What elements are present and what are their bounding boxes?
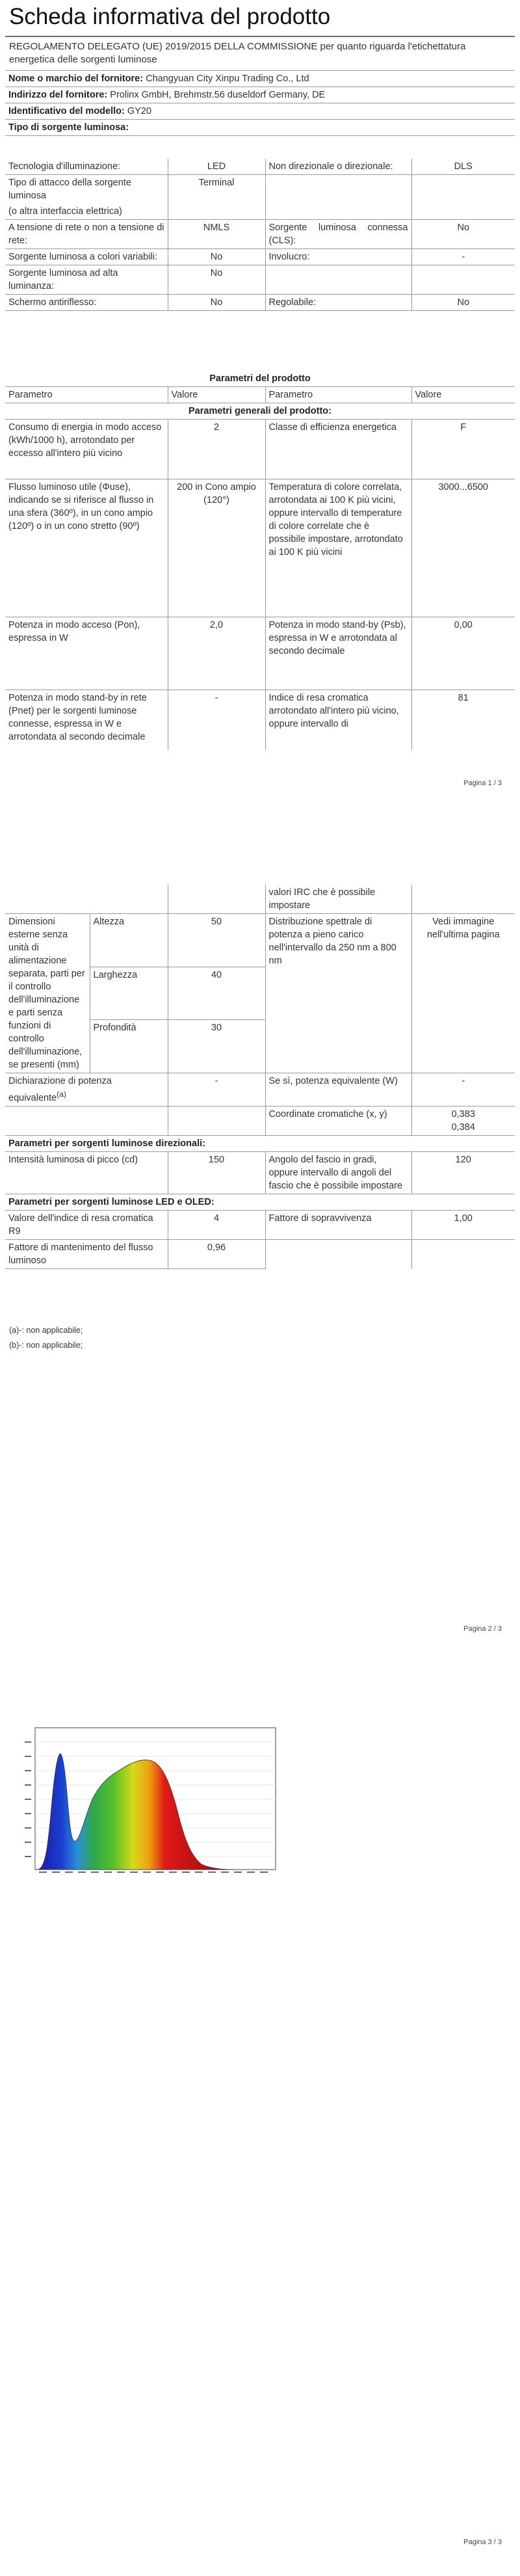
r9-value: 4 [168,1210,265,1239]
dim-label: Regolabile: [265,295,411,311]
envelope-label: Involucro: [265,249,411,265]
hl-value: No [168,265,265,295]
class-label: Classe di efficienza energetica [265,420,411,479]
supplier-name-row [5,71,515,87]
survival-label: Fattore di sopravvivenza [265,1210,411,1239]
flux-label: Flusso luminoso utile (Φuse), indicando se si riferisce al flusso in una sfera (360º), in un cono ampio (120º) o in un cono stretto (90º) [5,479,168,617]
cct-label: Temperatura di colore correlata, arrotondata ai 100 K più vicini, oppure intervallo di temperature di colore correlate che è possibile impostare, arrotondato ai 100 K più vicini [265,479,411,617]
spectral-distribution-graph [9,1723,282,1890]
source-type-heading-row [5,120,515,136]
row-params-heading [5,371,515,387]
glare-label: Schermo antiriflesso: [5,295,168,311]
regulation-text: REGOLAMENTO DELEGATO (UE) 2019/2015 DELLA COMMISSIONE per quanto riguarda l'etichettatura energetica delle sorgenti luminose [9,41,466,65]
supplier-address-row [5,87,515,103]
spd-value: Vedi immagine nell'ultima pagina [411,914,515,1073]
standby-value: 0,00 [411,617,515,690]
supplier-name-label: Nome o marchio del fornitore: [8,74,144,84]
supplier-address-value: Prolinx GmbH, Brehmstr.56 duseldorf Germany, DE [110,90,326,100]
height-label: Altezza [90,914,168,967]
claim-sup: (a) [57,1090,66,1099]
standby-label: Potenza in modo stand-by (Psb), espressa in W e arrotondata al secondo decimale [265,617,411,690]
row-lumen [5,1239,515,1268]
supplier-name-value: Changyuan City Xinpu Trading Co., Ltd [146,74,309,84]
product-params-table [5,371,515,750]
row-flux [5,479,515,617]
directional-heading: Parametri per sorgenti luminose direzionali: [5,1135,515,1151]
col-value-2: Valore [411,387,515,403]
row-col-headers [5,387,515,403]
chroma-values [411,1106,515,1135]
cct-value: 3000...6500 [411,479,515,617]
page-number-3: Pagina 3 / 3 [463,2538,502,2546]
row-on-mode [5,617,515,690]
beam-label: Angolo del fascio in gradi, oppure intervallo di angoli del fascio che è possibile impostare [265,1151,411,1194]
row-led-heading [5,1194,515,1210]
chroma-label: Coordinate cromatiche (x, y) [265,1106,411,1135]
model-value: GY20 [127,106,151,116]
col-param-1: Parametro [5,387,168,403]
depth-value: 30 [168,1020,265,1073]
row-technology [5,159,515,175]
row-colour [5,249,515,265]
claim-label [5,1073,168,1107]
r9-label: Valore dell'indice di resa cromatica R9 [5,1210,168,1239]
width-value: 40 [168,967,265,1020]
energy-value: 2 [168,420,265,479]
nondir-value: DLS [411,159,515,175]
supplier-address-label: Indirizzo del fornitore: [8,90,108,100]
row-directional-heading [5,1135,515,1151]
general-heading: Parametri generali del prodotto: [5,403,515,420]
cri-label: Indice di resa cromatica arrotondato all'intero più vicino, oppure intervallo di [265,690,411,750]
source-type-table [5,159,515,311]
title-rule [5,36,515,37]
peak-label: Intensità luminosa di picco (cd) [5,1151,168,1194]
class-value: F [411,420,515,479]
net-value: - [168,690,265,750]
row-net-standby [5,690,515,750]
nondir-label: Non direzionale o direzionale: [265,159,411,175]
width-label: Larghezza [90,967,168,1020]
claim-value: - [168,1073,265,1107]
lumen-label: Fattore di mantenimento del flusso luminoso [5,1239,168,1268]
footnote-a: (a)-: non applicabile; [9,1326,83,1335]
claim-label-text: Dichiarazione di potenza equivalente [8,1076,112,1103]
height-value: 50 [168,914,265,967]
row-height [5,914,515,967]
col-param-2: Parametro [265,387,411,403]
row-chroma [5,1106,515,1135]
lumen-value: 0,96 [168,1239,265,1268]
peak-value: 150 [168,1151,265,1194]
page-number-2: Pagina 2 / 3 [463,1625,502,1633]
footnote-b: (b)-: non applicabile; [9,1341,83,1350]
page-number-1: Pagina 1 / 3 [463,779,502,787]
model-label: Identificativo del modello: [8,106,125,116]
row-general-heading [5,403,515,420]
page-1 [0,0,520,846]
net-label: Potenza in modo stand-by in rete (Pnet) per le sorgenti luminose connesse, espressa in W e arrotondata al secondo decimale [5,690,168,750]
cap-note: (o altra interfaccia elettrica) [5,204,168,220]
hl-label: Sorgente luminosa ad alta luminanza: [5,265,168,295]
source-type-heading: Tipo di sorgente luminosa: [5,120,515,136]
equiv-power-label: Se sì, potenza equivalente (W) [265,1073,411,1107]
row-high-luminance [5,265,515,295]
row-peak [5,1151,515,1194]
x-tick-marks [39,1872,268,1873]
document-title: Scheda informativa del prodotto [9,4,331,29]
chroma-y: 0,384 [451,1121,475,1133]
on-value: 2,0 [168,617,265,690]
col-value-1: Valore [168,387,265,403]
led-heading: Parametri per sorgenti luminose LED e OLED: [5,1194,515,1210]
flux-value: 200 in Cono ampio (120°) [168,479,265,617]
params-heading: Parametri del prodotto [5,371,515,387]
cls-label: Sorgente luminosa connessa (CLS): [265,220,411,249]
equiv-power-value: - [411,1073,515,1107]
cri-label-cont: valori IRC che è possibile impostare [265,885,411,914]
beam-value: 120 [411,1151,515,1194]
cls-value: No [411,220,515,249]
chroma-x: 0,383 [451,1108,475,1120]
row-cri-cont [5,885,515,914]
row-energy [5,420,515,479]
dimensions-table [5,885,515,1269]
depth-label: Profondità [90,1020,168,1073]
page-2 [0,846,520,1691]
row-equivalence [5,1073,515,1107]
colour-label: Sorgente luminosa a colori variabili: [5,249,168,265]
row-r9 [5,1210,515,1239]
row-mains [5,220,515,249]
supplier-table [5,70,515,136]
dim-value: No [411,295,515,311]
colour-value: No [168,249,265,265]
mains-label: A tensione di rete o non a tensione di rete: [5,220,168,249]
mains-value: NMLS [168,220,265,249]
glare-value: No [168,295,265,311]
spd-label: Distribuzione spettrale di potenza a pieno carico nell'intervallo da 250 nm a 800 nm [265,914,411,1073]
on-label: Potenza in modo acceso (Pon), espressa in W [5,617,168,690]
cap-label: Tipo di attacco della sorgente luminosa [5,175,168,204]
cap-value: Terminal [168,175,265,220]
tech-value: LED [168,159,265,175]
y-tick-marks [25,1741,31,1857]
row-cap [5,175,515,204]
envelope-value: - [411,249,515,265]
dimensions-label: Dimensioni esterne senza unità di alimentazione separata, parti per il controllo dell'illuminazione e parti senza funzioni di controllo dell'illuminazione, se presenti (mm) [5,914,90,1073]
row-glare [5,295,515,311]
tech-label: Tecnologia d'illuminazione: [5,159,168,175]
model-row [5,103,515,120]
energy-label: Consumo di energia in modo acceso (kWh/1000 h), arrotondato per eccesso all'intero più vicino [5,420,168,479]
cri-value: 81 [458,693,469,703]
survival-value: 1,00 [411,1210,515,1239]
